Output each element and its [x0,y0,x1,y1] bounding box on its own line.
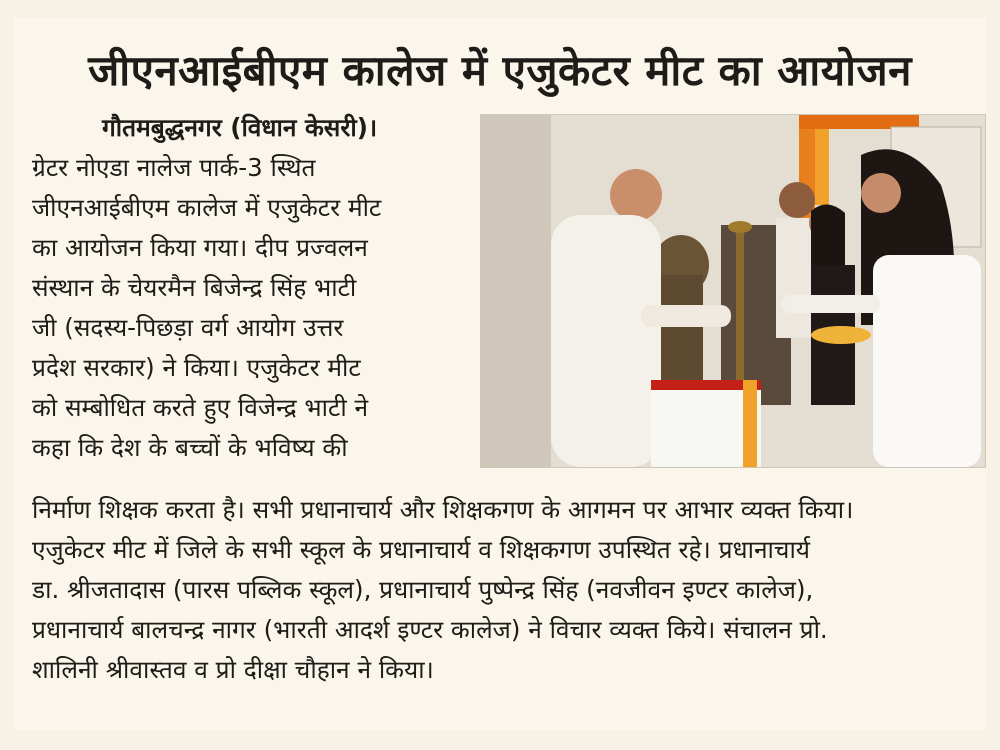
article-full-width-text [32,490,977,690]
column-line: का आयोजन किया गया। दीप प्रज्वलन [32,233,368,262]
body-line: एजुकेटर मीट में जिले के सभी स्कूल के प्रधानाचार्य व शिक्षकगण उपस्थित रहे। प्रधानाचार्य [32,535,811,564]
column-line: कहा कि देश के बच्चों के भविष्य की [32,433,348,462]
article-photo [480,114,986,468]
column-line: जी (सदस्य-पिछड़ा वर्ग आयोग उत्तर [32,313,344,342]
newspaper-clipping [14,18,986,730]
article-headline: जीएनआईबीएम कालेज में एजुकेटर मीट का आयोजन [88,46,912,95]
column-line: को सम्बोधित करते हुए विजेन्द्र भाटी ने [32,393,369,422]
column-line: जीएनआईबीएम कालेज में एजुकेटर मीट [32,193,382,222]
body-line: डा. श्रीजतादास (पारस पब्लिक स्कूल), प्रधानाचार्य पुष्पेन्द्र सिंह (नवजीवन इण्टर कालेज), [32,575,814,604]
column-line: संस्थान के चेयरमैन बिजेन्द्र सिंह भाटी [32,273,357,302]
body-line: प्रधानाचार्य बालचन्द्र नागर (भारती आदर्श इण्टर कालेज) ने विचार व्यक्त किये। संचालन प्रो. [32,615,828,644]
column-line: ग्रेटर नोएडा नालेज पार्क-3 स्थित [32,153,316,182]
article-column-text [32,108,472,468]
column-line: प्रदेश सरकार) ने किया। एजुकेटर मीट [32,353,361,382]
body-line: शालिनी श्रीवास्तव व प्रो दीक्षा चौहान ने किया। [32,655,434,684]
lamp-lighting-photo-illustration [481,115,985,467]
article-dateline: गौतमबुद्धनगर (विधान केसरी)। [102,113,378,142]
body-line: निर्माण शिक्षक करता है। सभी प्रधानाचार्य और शिक्षकगण के आगमन पर आभार व्यक्त किया। [32,495,854,524]
